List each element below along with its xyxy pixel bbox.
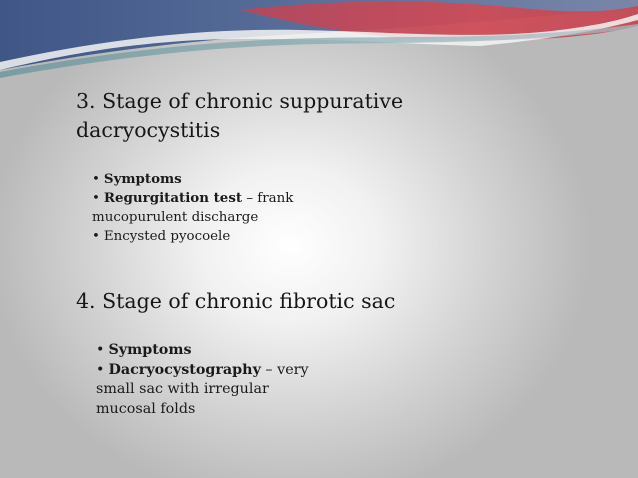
bullet-bold-text: Regurgitation test xyxy=(103,190,243,206)
bullet-text: – frank xyxy=(242,191,294,206)
list-item: • Symptoms xyxy=(92,171,182,187)
bullet-text: – very xyxy=(260,361,309,378)
bullet-text: mucopurulent discharge xyxy=(92,210,259,225)
list-item-continuation xyxy=(96,380,356,400)
section3-heading xyxy=(76,87,436,145)
section3-heading-line2: dacryocystitis xyxy=(76,118,221,142)
bullet-text: small sac with irregular xyxy=(96,381,269,397)
section4-heading: 4. Stage of chronic fibrotic sac xyxy=(76,289,396,313)
section3-heading-line1: 3. Stage of chronic suppurative xyxy=(76,89,404,113)
bullet-text: mucosal folds xyxy=(96,400,196,417)
bullet-bold-text: Symptoms xyxy=(108,342,192,358)
list-item: • Symptoms xyxy=(96,342,192,358)
list-item: • Regurgitation test – frank xyxy=(92,190,294,206)
list-item: • Encysted pyocoele xyxy=(92,229,231,244)
section3-bullet-list xyxy=(92,170,352,246)
decorative-swoosh-banner xyxy=(0,0,638,80)
bullet-bold-text: Symptoms xyxy=(103,171,182,187)
bullet-bold-text: Dacryocystography xyxy=(108,361,261,378)
bullet-text: Encysted pyocoele xyxy=(103,229,231,244)
list-item: • Dacryocystography – very xyxy=(96,361,309,378)
section4-bullet-list xyxy=(96,341,356,419)
list-item-continuation xyxy=(96,400,356,420)
list-item-continuation xyxy=(92,208,352,227)
